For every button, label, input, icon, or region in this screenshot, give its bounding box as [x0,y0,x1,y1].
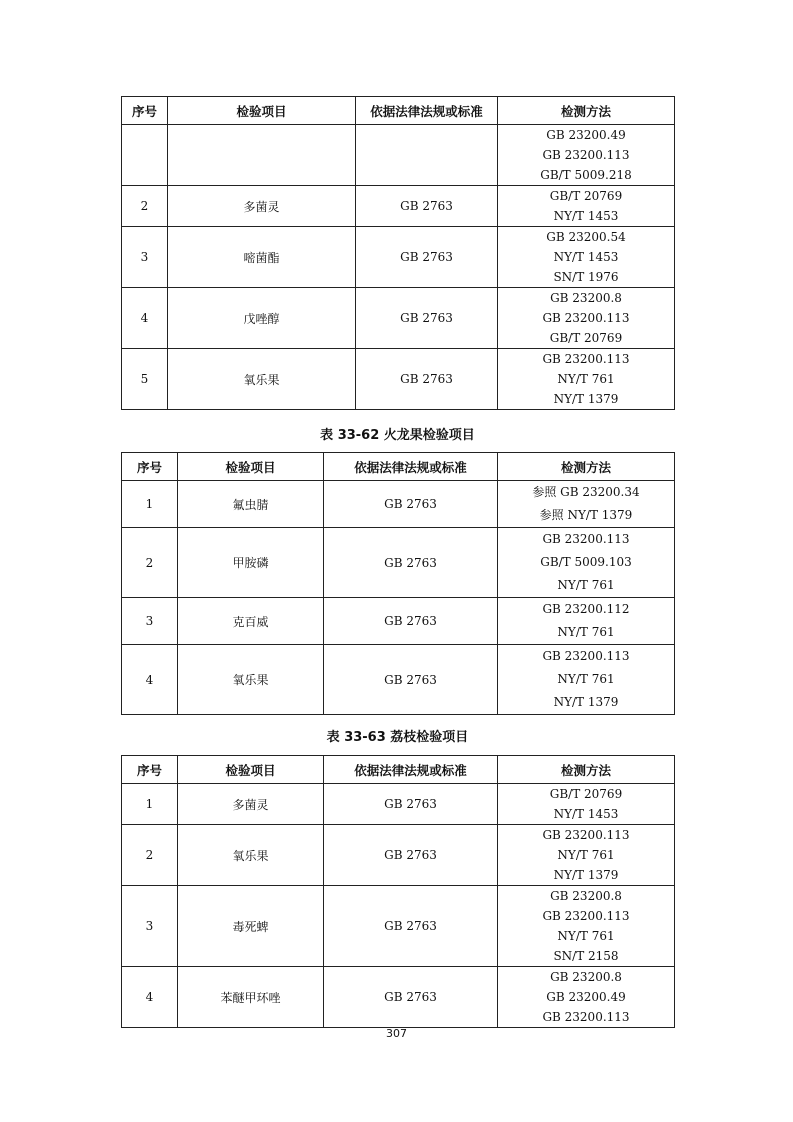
method: GB 23200.8 [550,889,622,903]
header-method: 检测方法 [498,756,675,784]
cell-methods [498,967,675,1028]
method: GB 23200.54 [546,230,626,244]
method: GB/T 5009.103 [540,555,632,569]
cell-methods [498,528,675,598]
method: 参照 GB 23200.34 [532,485,640,499]
method: GB/T 20769 [549,189,623,203]
method: GB 23200.113 [542,649,630,663]
method: GB 23200.8 [550,291,622,305]
method: GB/T 20769 [549,787,623,801]
table-row [122,528,675,598]
method: GB 23200.113 [542,352,630,366]
method: NY/T 1379 [553,695,619,709]
cell-standard: GB 2763 [356,288,498,349]
table-row [122,967,675,1028]
header-item: 检验项目 [168,97,356,125]
cell-standard: GB 2763 [324,825,498,886]
table-row [122,227,675,288]
table-row [122,349,675,410]
method: NY/T 761 [557,929,615,943]
table-row [122,598,675,645]
method: GB 23200.113 [542,311,630,325]
header-standard: 依据法律法规或标准 [356,97,498,125]
cell-item: 甲胺磷 [178,528,324,598]
cell-standard: GB 2763 [324,598,498,645]
header-standard: 依据法律法规或标准 [324,756,498,784]
table-header-row [122,453,675,481]
method: NY/T 1453 [553,209,619,223]
cell-standard: GB 2763 [324,528,498,598]
cell-standard: GB 2763 [324,967,498,1028]
method: NY/T 1379 [553,868,619,882]
method: NY/T 1379 [553,392,619,406]
cell-standard: GB 2763 [324,784,498,825]
cell-methods [498,288,675,349]
method: GB 23200.113 [542,148,630,162]
cell-methods [498,125,675,186]
table-continued [121,96,675,410]
method: 参照 NY/T 1379 [539,508,633,522]
method: GB 23200.113 [542,909,630,923]
method: GB 23200.113 [542,1010,630,1024]
cell-standard: GB 2763 [324,645,498,715]
table-row [122,125,675,186]
cell-seq: 4 [122,967,178,1028]
header-seq: 序号 [122,453,178,481]
cell-seq: 4 [122,645,178,715]
cell-standard: GB 2763 [356,349,498,410]
cell-methods [498,598,675,645]
cell-seq: 2 [122,186,168,227]
method: GB 23200.49 [546,990,626,1004]
cell-item: 毒死蜱 [178,886,324,967]
method: NY/T 1453 [553,807,619,821]
cell-item: 氟虫腈 [178,481,324,528]
cell-seq: 3 [122,598,178,645]
header-method: 检测方法 [498,97,675,125]
method: NY/T 761 [557,625,615,639]
cell-seq: 3 [122,227,168,288]
cell-item: 氧乐果 [178,825,324,886]
table-dragon-fruit [121,452,675,715]
header-item: 检验项目 [178,756,324,784]
method: GB 23200.112 [542,602,630,616]
method: GB 23200.113 [542,532,630,546]
cell-item: 多菌灵 [178,784,324,825]
table-caption-dragon-fruit: 表 33-62 火龙果检验项目 [320,428,475,443]
table-row [122,886,675,967]
cell-seq: 2 [122,825,178,886]
cell-methods [498,784,675,825]
header-method: 检测方法 [498,453,675,481]
cell-seq [122,125,168,186]
cell-seq: 3 [122,886,178,967]
cell-methods [498,825,675,886]
cell-item: 苯醚甲环唑 [178,967,324,1028]
cell-methods [498,645,675,715]
method: NY/T 761 [557,672,615,686]
method: GB/T 20769 [549,331,623,345]
cell-item: 嘧菌酯 [168,227,356,288]
table-row [122,784,675,825]
table-row [122,645,675,715]
cell-methods [498,886,675,967]
method: SN/T 2158 [553,949,619,963]
cell-methods [498,186,675,227]
method: NY/T 761 [557,848,615,862]
cell-methods [498,227,675,288]
header-seq: 序号 [122,756,178,784]
table-row [122,481,675,528]
cell-item: 氧乐果 [178,645,324,715]
method: NY/T 761 [557,372,615,386]
cell-seq: 4 [122,288,168,349]
cell-item: 克百威 [178,598,324,645]
table-header-row [122,756,675,784]
cell-seq: 1 [122,784,178,825]
method: SN/T 1976 [553,270,619,284]
table-lychee [121,755,675,1028]
table-row [122,288,675,349]
method: GB 23200.113 [542,828,630,842]
cell-item: 戊唑醇 [168,288,356,349]
cell-item: 氧乐果 [168,349,356,410]
table-row [122,825,675,886]
cell-methods [498,349,675,410]
cell-item [168,125,356,186]
header-standard: 依据法律法规或标准 [324,453,498,481]
method: GB 23200.49 [546,128,626,142]
cell-standard: GB 2763 [356,186,498,227]
cell-seq: 2 [122,528,178,598]
header-item: 检验项目 [178,453,324,481]
cell-methods [498,481,675,528]
method: NY/T 761 [557,578,615,592]
header-seq: 序号 [122,97,168,125]
table-caption-lychee: 表 33-63 荔枝检验项目 [326,730,469,745]
page-number: 307 [386,1027,407,1040]
cell-seq: 1 [122,481,178,528]
table-header-row [122,97,675,125]
method: NY/T 1453 [553,250,619,264]
cell-seq: 5 [122,349,168,410]
cell-standard: GB 2763 [356,227,498,288]
table-row [122,186,675,227]
method: GB/T 5009.218 [540,168,632,182]
method: GB 23200.8 [550,970,622,984]
cell-standard: GB 2763 [324,481,498,528]
cell-standard: GB 2763 [324,886,498,967]
cell-item: 多菌灵 [168,186,356,227]
cell-standard [356,125,498,186]
